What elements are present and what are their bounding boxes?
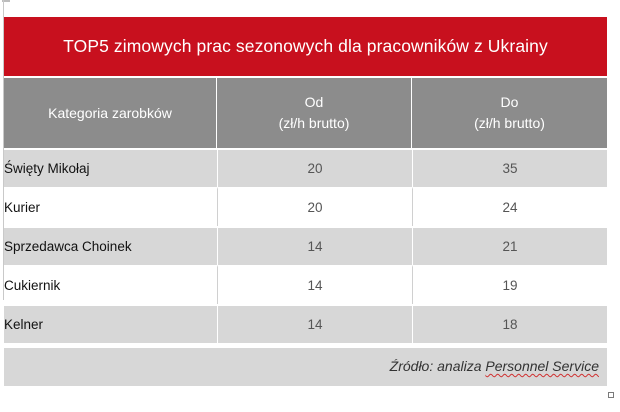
row-category: Kurier xyxy=(4,187,217,226)
resize-handle[interactable] xyxy=(608,392,614,398)
row-value-to: 24 xyxy=(412,187,607,226)
row-value-to: 19 xyxy=(412,265,607,304)
row-value-to: 18 xyxy=(412,304,607,343)
table-row xyxy=(4,304,607,343)
column-header-line: Kategoria zarobków xyxy=(48,104,172,121)
column-header-to xyxy=(412,78,607,148)
column-header-line: Do xyxy=(500,94,519,110)
source-note xyxy=(390,358,599,374)
salary-table xyxy=(4,78,607,343)
row-value-from: 20 xyxy=(217,148,412,187)
column-header-category xyxy=(4,78,217,148)
source-prefix: Źródło: analiza xyxy=(389,358,486,374)
table-title: TOP5 zimowych prac sezonowych dla pracowników z Ukrainy xyxy=(4,17,607,76)
column-header-unit: (zł/h brutto) xyxy=(278,115,350,131)
table-row xyxy=(4,226,607,265)
row-category: Sprzedawca Choinek xyxy=(4,226,217,265)
column-header-unit: (zł/h brutto) xyxy=(474,115,545,131)
row-category: Święty Mikołaj xyxy=(4,148,217,187)
column-header-line: Od xyxy=(304,94,324,110)
table-row xyxy=(4,148,607,187)
row-value-from: 14 xyxy=(217,226,412,265)
row-value-to: 21 xyxy=(412,226,607,265)
row-category: Cukiernik xyxy=(4,265,217,304)
source-name: Personnel Service xyxy=(485,358,599,374)
source-footer xyxy=(4,348,607,386)
table-header-row xyxy=(4,78,607,148)
row-value-from: 20 xyxy=(217,187,412,226)
table-row xyxy=(4,265,607,304)
table-row xyxy=(4,187,607,226)
row-value-from: 14 xyxy=(217,265,412,304)
column-header-from xyxy=(217,78,412,148)
row-value-to: 35 xyxy=(412,148,607,187)
row-category: Kelner xyxy=(4,304,217,343)
row-value-from: 14 xyxy=(217,304,412,343)
